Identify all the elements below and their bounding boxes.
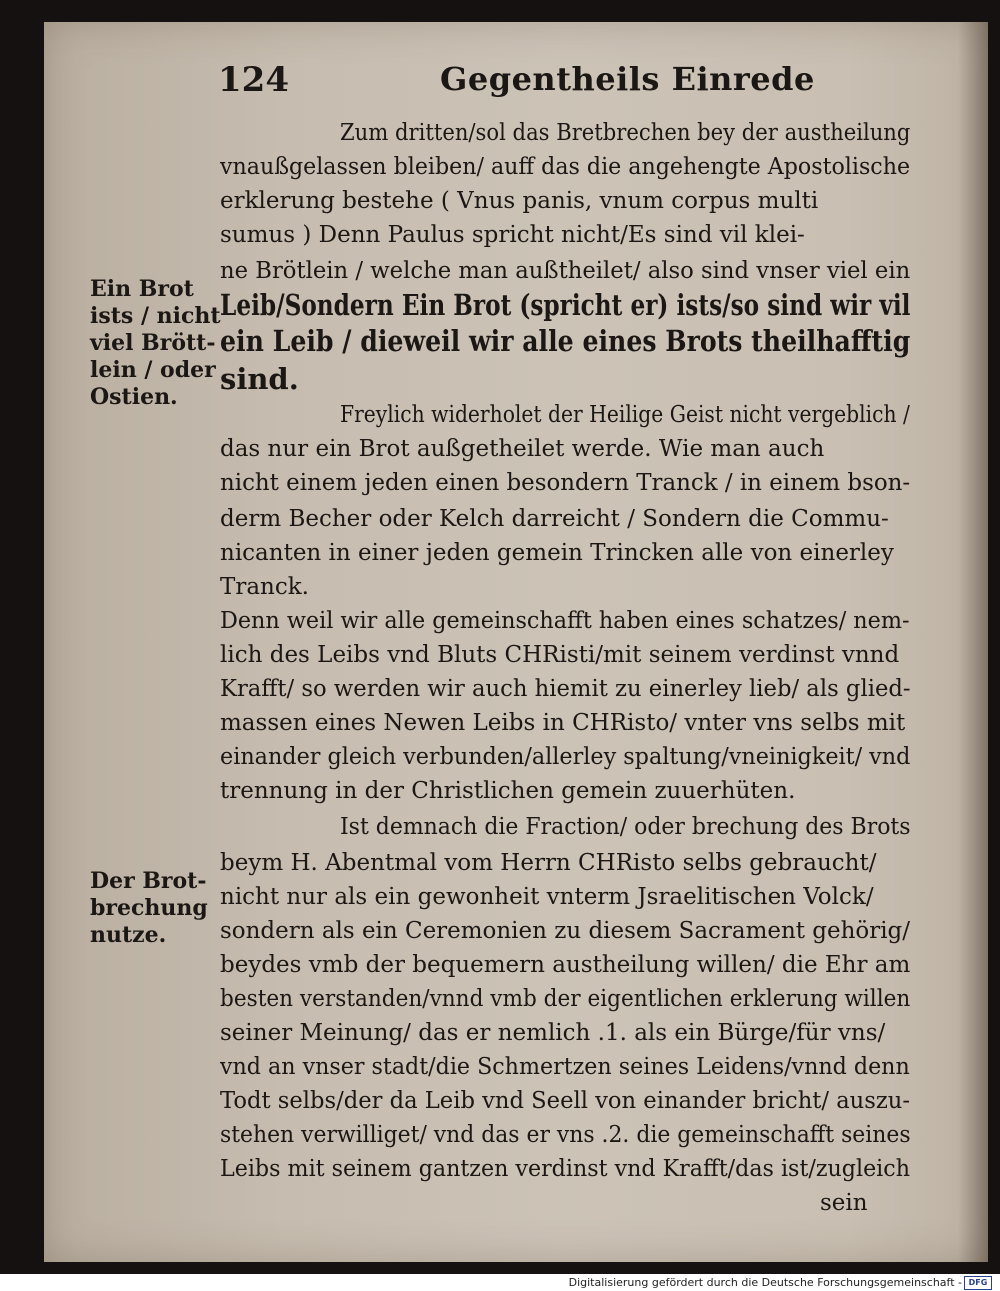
- margin-note-line: Der Brot-: [90, 868, 207, 894]
- body-line: besten verstanden/vnnd vmb der eigentlichen erklerung willen: [220, 986, 911, 1012]
- body-line: beydes vmb der bequemern austheilung willen/ die Ehr am: [220, 952, 911, 978]
- margin-note-1: [90, 276, 220, 411]
- margin-note-line: Ostien.: [90, 384, 178, 410]
- body-line: massen eines Newen Leibs in CHRisto/ vnter vns selbs mit: [220, 710, 906, 736]
- body-line: ein Leib / dieweil wir alle eines Brots theilhafftig: [220, 324, 911, 358]
- body-line: nicht einem jeden einen besondern Tranck / in einem bson-: [220, 470, 911, 496]
- body-line: das nur ein Brot außgetheilet werde. Wie man auch: [220, 436, 825, 462]
- body-line: Krafft/ so werden wir auch hiemit zu einerley lieb/ als glied-: [220, 676, 911, 702]
- body-line: Leibs mit seinem gantzen verdinst vnd Krafft/das ist/zugleich: [220, 1156, 910, 1182]
- body-line: stehen verwilliget/ vnd das er vns .2. die gemeinschafft seines: [220, 1122, 911, 1148]
- body-line: nicht nur als ein gewonheit vnterm Jsraelitischen Volck/: [220, 884, 874, 910]
- dfg-logo: DFG: [964, 1276, 992, 1290]
- body-line: Zum dritten/sol das Bretbrechen bey der austheilung: [340, 120, 911, 146]
- body-line: seiner Meinung/ das er nemlich .1. als ein Bürge/für vns/: [220, 1020, 886, 1046]
- body-line: sondern als ein Ceremonien zu diesem Sacrament gehörig/: [220, 918, 911, 944]
- body-line: einander gleich verbunden/allerley spaltung/vneinigkeit/ vnd: [220, 744, 911, 770]
- body-line: sumus ) Denn Paulus spricht nicht/Es sind vil klei-: [220, 222, 805, 248]
- body-line: ne Brötlein / welche man außtheilet/ also sind vnser viel ein: [220, 258, 911, 284]
- margin-note-line: lein / oder: [90, 357, 216, 383]
- page-number: 124: [218, 60, 289, 100]
- body-line: lich des Leibs vnd Bluts CHRisti/mit seinem verdinst vnnd: [220, 642, 900, 668]
- body-line: Ist demnach die Fraction/ oder brechung des Brots: [340, 814, 911, 840]
- margin-note-line: brechung: [90, 895, 208, 921]
- margin-note-line: viel Brött-: [90, 330, 216, 356]
- body-line: sein: [820, 1190, 868, 1216]
- body-line: Todt selbs/der da Leib vnd Seell von einander bricht/ auszu-: [220, 1088, 911, 1114]
- body-line: vnd an vnser stadt/die Schmertzen seines Leidens/vnnd denn: [220, 1054, 910, 1080]
- footer-credit: Digitalisierung gefördert durch die Deutsche Forschungsgemeinschaft -: [568, 1276, 962, 1289]
- body-line: Freylich widerholet der Heilige Geist nicht vergeblich /: [340, 402, 910, 428]
- body-line: Leib/Sondern Ein Brot (spricht er) ists/so sind wir vil: [220, 288, 911, 322]
- body-line: erklerung bestehe ( Vnus panis, vnum corpus multi: [220, 188, 819, 214]
- body-line: beym H. Abentmal vom Herrn CHRisto selbs gebraucht/: [220, 850, 877, 876]
- running-head: Gegentheils Einrede: [440, 60, 815, 98]
- margin-note-line: Ein Brot: [90, 276, 194, 302]
- body-line: vnaußgelassen bleiben/ auff das die angehengte Apostolische: [220, 154, 911, 180]
- margin-note-line: nutze.: [90, 922, 167, 948]
- body-line: trennung in der Christlichen gemein zuuerhüten.: [220, 778, 796, 804]
- margin-note-2: [90, 868, 220, 949]
- margin-note-line: ists / nicht: [90, 303, 221, 329]
- spine-shadow: [958, 22, 988, 1262]
- body-line: sind.: [220, 362, 299, 396]
- body-line: Denn weil wir alle gemeinschafft haben eines schatzes/ nem-: [220, 608, 910, 634]
- body-line: nicanten in einer jeden gemein Trincken alle von einerley: [220, 540, 894, 566]
- body-line: derm Becher oder Kelch darreicht / Sondern die Commu-: [220, 506, 889, 532]
- body-line: Tranck.: [220, 574, 309, 600]
